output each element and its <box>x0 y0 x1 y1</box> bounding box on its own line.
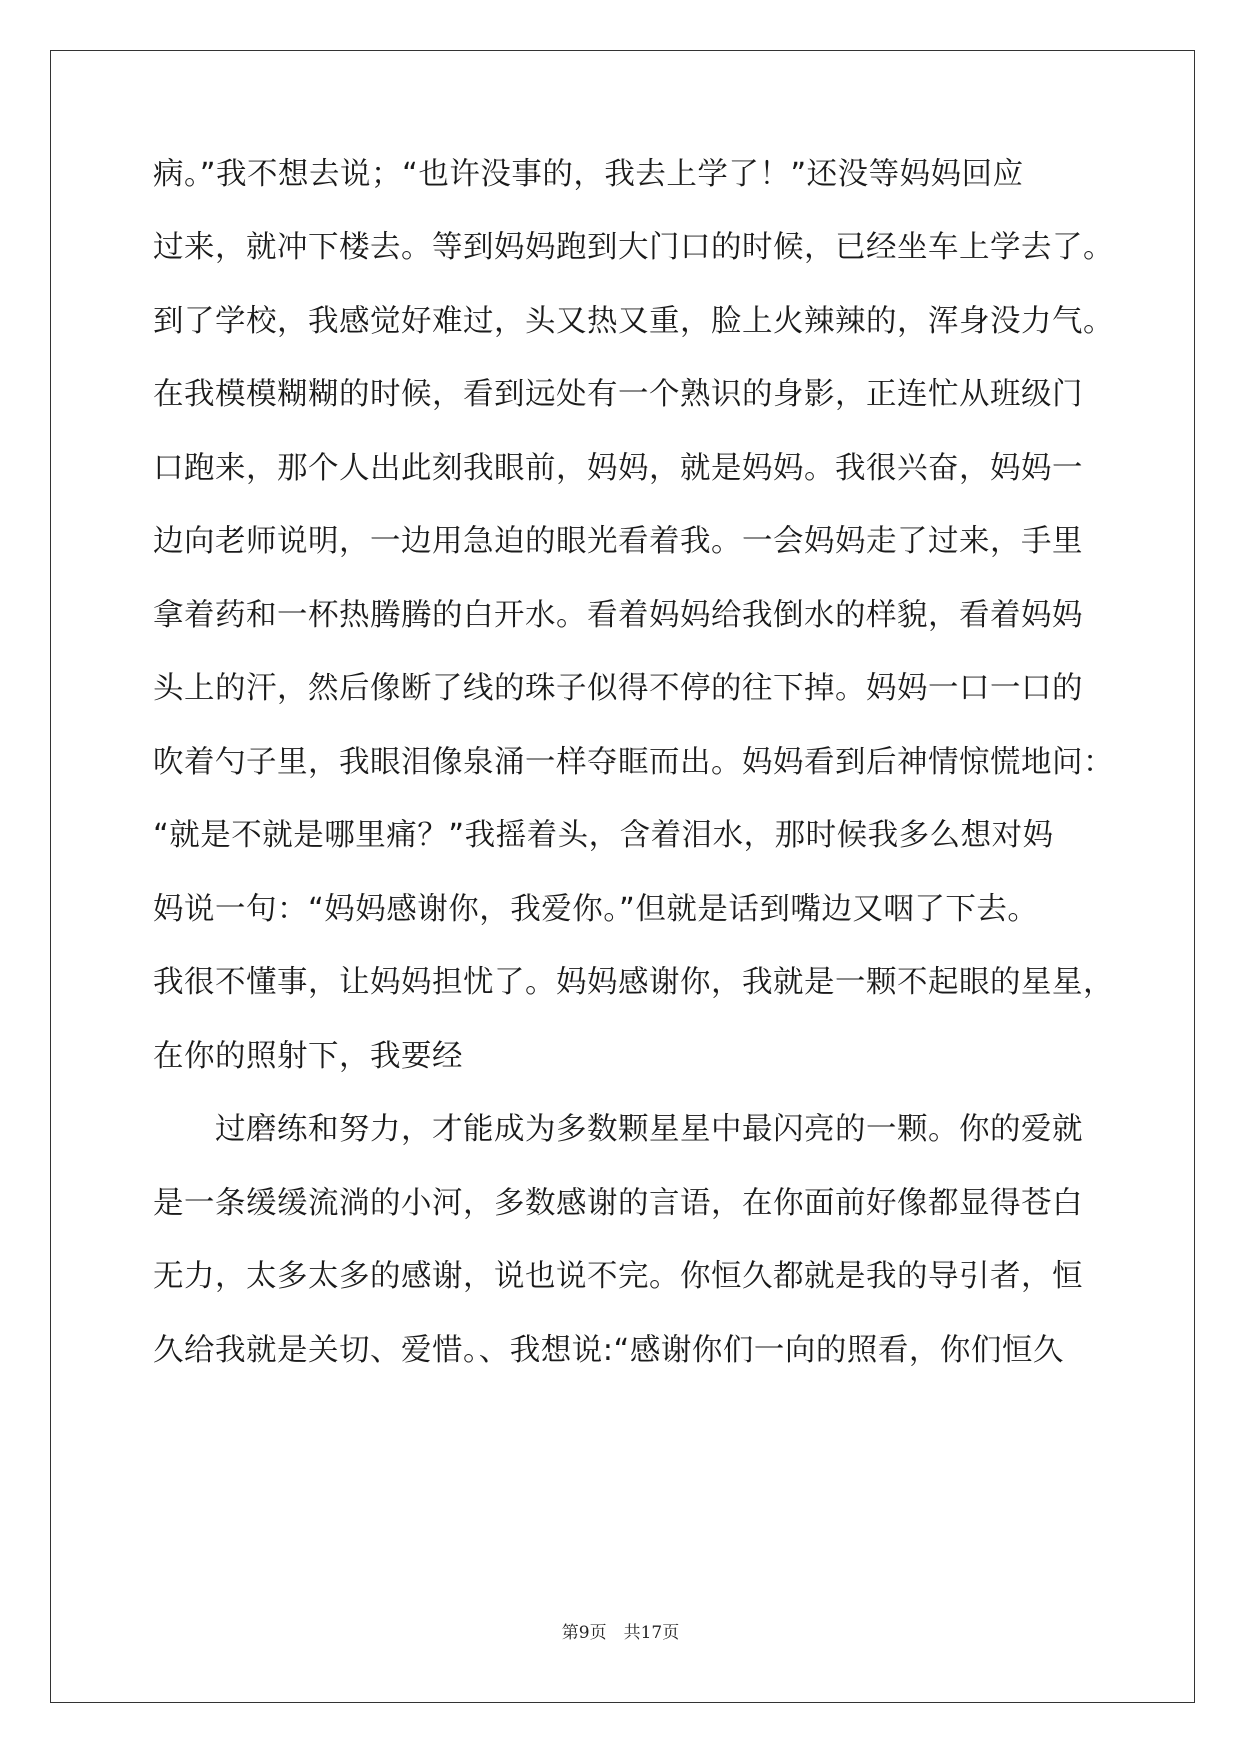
text-line: 妈说一句：“妈妈感谢你，我爱你。”但就是话到嘴边又咽了下去。 <box>153 892 1039 927</box>
page-border <box>50 50 1195 1703</box>
text-line: 我很不懂事，让妈妈担忧了。妈妈感谢你，我就是一颗不起眼的星星， <box>153 965 1114 1000</box>
text-line: 病。”我不想去说；“也许没事的，我去上学了！”还没等妈妈回应 <box>153 157 1024 192</box>
text-line: 是一条缓缓流淌的小河，多数感谢的言语，在你面前好像都显得苍白 <box>153 1186 1083 1221</box>
text-line: “就是不就是哪里痛？”我摇着头，含着泪水，那时候我多么想对妈 <box>153 818 1054 853</box>
text-line: 口跑来，那个人出此刻我眼前，妈妈，就是妈妈。我很兴奋，妈妈一 <box>153 451 1083 486</box>
text-line: 边向老师说明，一边用急迫的眼光看着我。一会妈妈走了过来，手里 <box>153 524 1083 559</box>
paragraph-start-line: 过磨练和努力，才能成为多数颗星星中最闪亮的一颗。你的爱就 <box>153 1112 1083 1147</box>
text-line: 无力，太多太多的感谢，说也说不完。你恒久都就是我的导引者，恒 <box>153 1259 1083 1294</box>
text-line: 吹着勺子里，我眼泪像泉涌一样夺眶而出。妈妈看到后神情惊慌地问： <box>153 745 1114 780</box>
text-line: 在你的照射下，我要经 <box>153 1039 463 1074</box>
text-line: 头上的汗，然后像断了线的珠子似得不停的往下掉。妈妈一口一口的 <box>153 671 1083 706</box>
text-line: 在我模模糊糊的时候，看到远处有一个熟识的身影，正连忙从班级门 <box>153 377 1083 412</box>
page-number-footer: 第9页 共17页 <box>561 1623 680 1643</box>
text-line: 久给我就是关切、爱惜。、我想说:“感谢你们一向的照看，你们恒久 <box>153 1333 1064 1368</box>
text-line: 到了学校，我感觉好难过，头又热又重，脸上火辣辣的，浑身没力气。 <box>153 304 1114 339</box>
text-line: 拿着药和一杯热腾腾的白开水。看着妈妈给我倒水的样貌，看着妈妈 <box>153 598 1083 633</box>
text-line: 过来，就冲下楼去。等到妈妈跑到大门口的时候，已经坐车上学去了。 <box>153 230 1114 265</box>
